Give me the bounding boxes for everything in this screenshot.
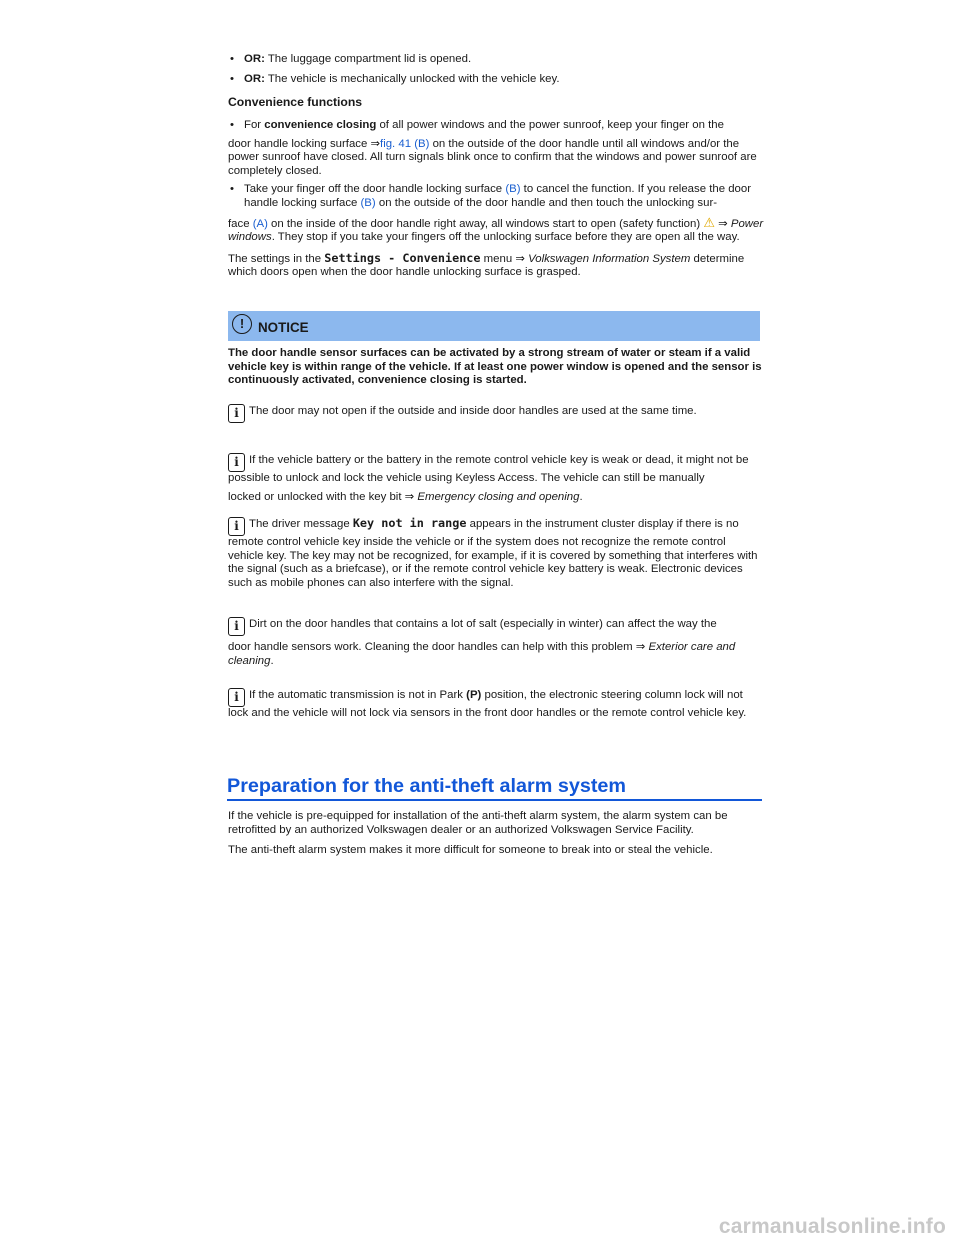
- paragraph: face (A) on the inside of the door handle right away, all windows start to open (safety function) ⚠ ⇒ Power windows. They stop if you take your fingers off the unlocking surface before they are open all the way.: [228, 214, 764, 244]
- cross-reference[interactable]: Power windows: [228, 217, 764, 244]
- bullet-text: The vehicle is mechanically unlocked with the vehicle key.: [264, 72, 560, 85]
- exclamation-icon: !: [232, 314, 252, 334]
- note-3: i The driver message Key not in range appears in the instrument cluster display if there is no remote control vehicle key inside the vehicle or if the system does not recognize the remote control vehicle key. The key may not be recognized, for example, if it is covered by something that interferes with the signal (such as a briefcase), or if the remote control vehicle key battery is weak. Electronic devices such as mobile phones can also interfere with the signal.: [228, 516, 758, 589]
- label-b-link[interactable]: (B): [505, 183, 521, 196]
- paragraph: The settings in the Settings - Convenience menu ⇒ Volkswagen Information System determine which doors open when the door handle unlocking surface is grasped.: [228, 250, 745, 279]
- note-text: The door may not open if the outside and inside door handles are used at the same time.: [249, 405, 697, 417]
- note-1: [228, 404, 764, 423]
- warning-icon[interactable]: ⚠: [703, 214, 715, 230]
- cross-reference[interactable]: Volkswagen Information System: [528, 252, 691, 265]
- paragraph: The anti-theft alarm system makes it more difficult for someone to break into or steal the vehicle.: [228, 844, 713, 857]
- cross-reference[interactable]: Exterior care and cleaning: [228, 641, 736, 667]
- label-b-link[interactable]: (B): [360, 196, 376, 209]
- convenience-bullets: [228, 119, 764, 280]
- section-title: Preparation for the anti-theft alarm system: [227, 774, 762, 801]
- info-icon: i: [228, 688, 245, 707]
- notice-header: [228, 311, 760, 341]
- info-icon: i: [228, 404, 245, 423]
- section-heading: Convenience functions: [228, 95, 363, 109]
- note-2: i If the vehicle battery or the battery in the remote control vehicle key is weak or dead, it might not be possible to unlock and lock the vehicle using Keyless Access. The vehicle can still be manually locked or unlocked with the key bit ⇒ Emergency closing and opening.: [228, 454, 749, 503]
- notice-text: The door handle sensor surfaces can be activated by a strong stream of water or steam if a valid vehicle key is within range of the vehicle. If at least one power window is opened and the sensor is continuously activated, convenience closing is started.: [228, 347, 762, 387]
- cross-reference[interactable]: Emergency closing and opening: [417, 490, 580, 503]
- paragraph: If the vehicle is pre-equipped for installation of the anti-theft alarm system, the alarm system can be retrofitted by an authorized Volkswagen dealer or an authorized Volkswagen Service Facility.: [228, 810, 728, 836]
- note-text: If the vehicle battery or the battery in the remote control vehicle key is weak or dead, it might not be possible to unlock and lock the vehicle using Keyless Access. The vehicle can still be manually: [228, 454, 749, 484]
- site-watermark: carmanualsonline.info: [718, 1215, 946, 1239]
- bullet-list-top: [228, 53, 764, 86]
- figure-link[interactable]: fig. 41 (B): [380, 137, 430, 150]
- info-icon: i: [228, 617, 245, 636]
- info-icon: i: [228, 453, 245, 472]
- bullet-text: The luggage compartment lid is opened.: [264, 53, 472, 65]
- note-4: i Dirt on the door handles that contains a lot of salt (especially in winter) can affect the way the door handle sensors work. Cleaning the door handles can help with this problem ⇒ Exterior care and cleaning.: [228, 618, 736, 667]
- section-body: [228, 810, 764, 858]
- emphasis: convenience closing: [264, 119, 377, 131]
- list-item: [228, 53, 764, 67]
- bullet-label: OR:: [244, 53, 265, 65]
- paragraph: door handle locking surface ⇒fig. 41 (B) on the outside of the door handle until all windows and/or the power sunroof have closed. All turn signals blink once to confirm that the windows and power sunroof are completely closed.: [228, 137, 757, 177]
- bullet-dot: •: [230, 183, 234, 196]
- driver-message: Key not in range: [352, 516, 467, 530]
- list-item: • For convenience closing of all power windows and the power sunroof, keep your finger on the: [230, 119, 724, 131]
- info-icon: i: [228, 517, 245, 536]
- bullet-label: OR:: [244, 72, 265, 85]
- menu-name: Settings - Convenience: [324, 250, 481, 265]
- notice-title: NOTICE: [258, 320, 309, 335]
- bullet-dot: •: [230, 72, 234, 85]
- bullet-dot: •: [230, 119, 234, 131]
- list-item: • Take your finger off the door handle locking surface (B) to cancel the function. If you release the door handle locking surface (B) on the outside of the door handle and then touch the unlocking sur-: [230, 183, 751, 209]
- label-a-link[interactable]: (A): [252, 217, 268, 230]
- bullet-dot: •: [230, 53, 234, 65]
- note-text: Dirt on the door handles that contains a lot of salt (especially in winter) can affect the way the: [249, 618, 717, 630]
- list-item: [228, 73, 764, 87]
- note-5: i If the automatic transmission is not in Park (P) position, the electronic steering column lock will not lock and the vehicle will not lock via sensors in the front door handles or the remote control vehicle key.: [228, 689, 747, 719]
